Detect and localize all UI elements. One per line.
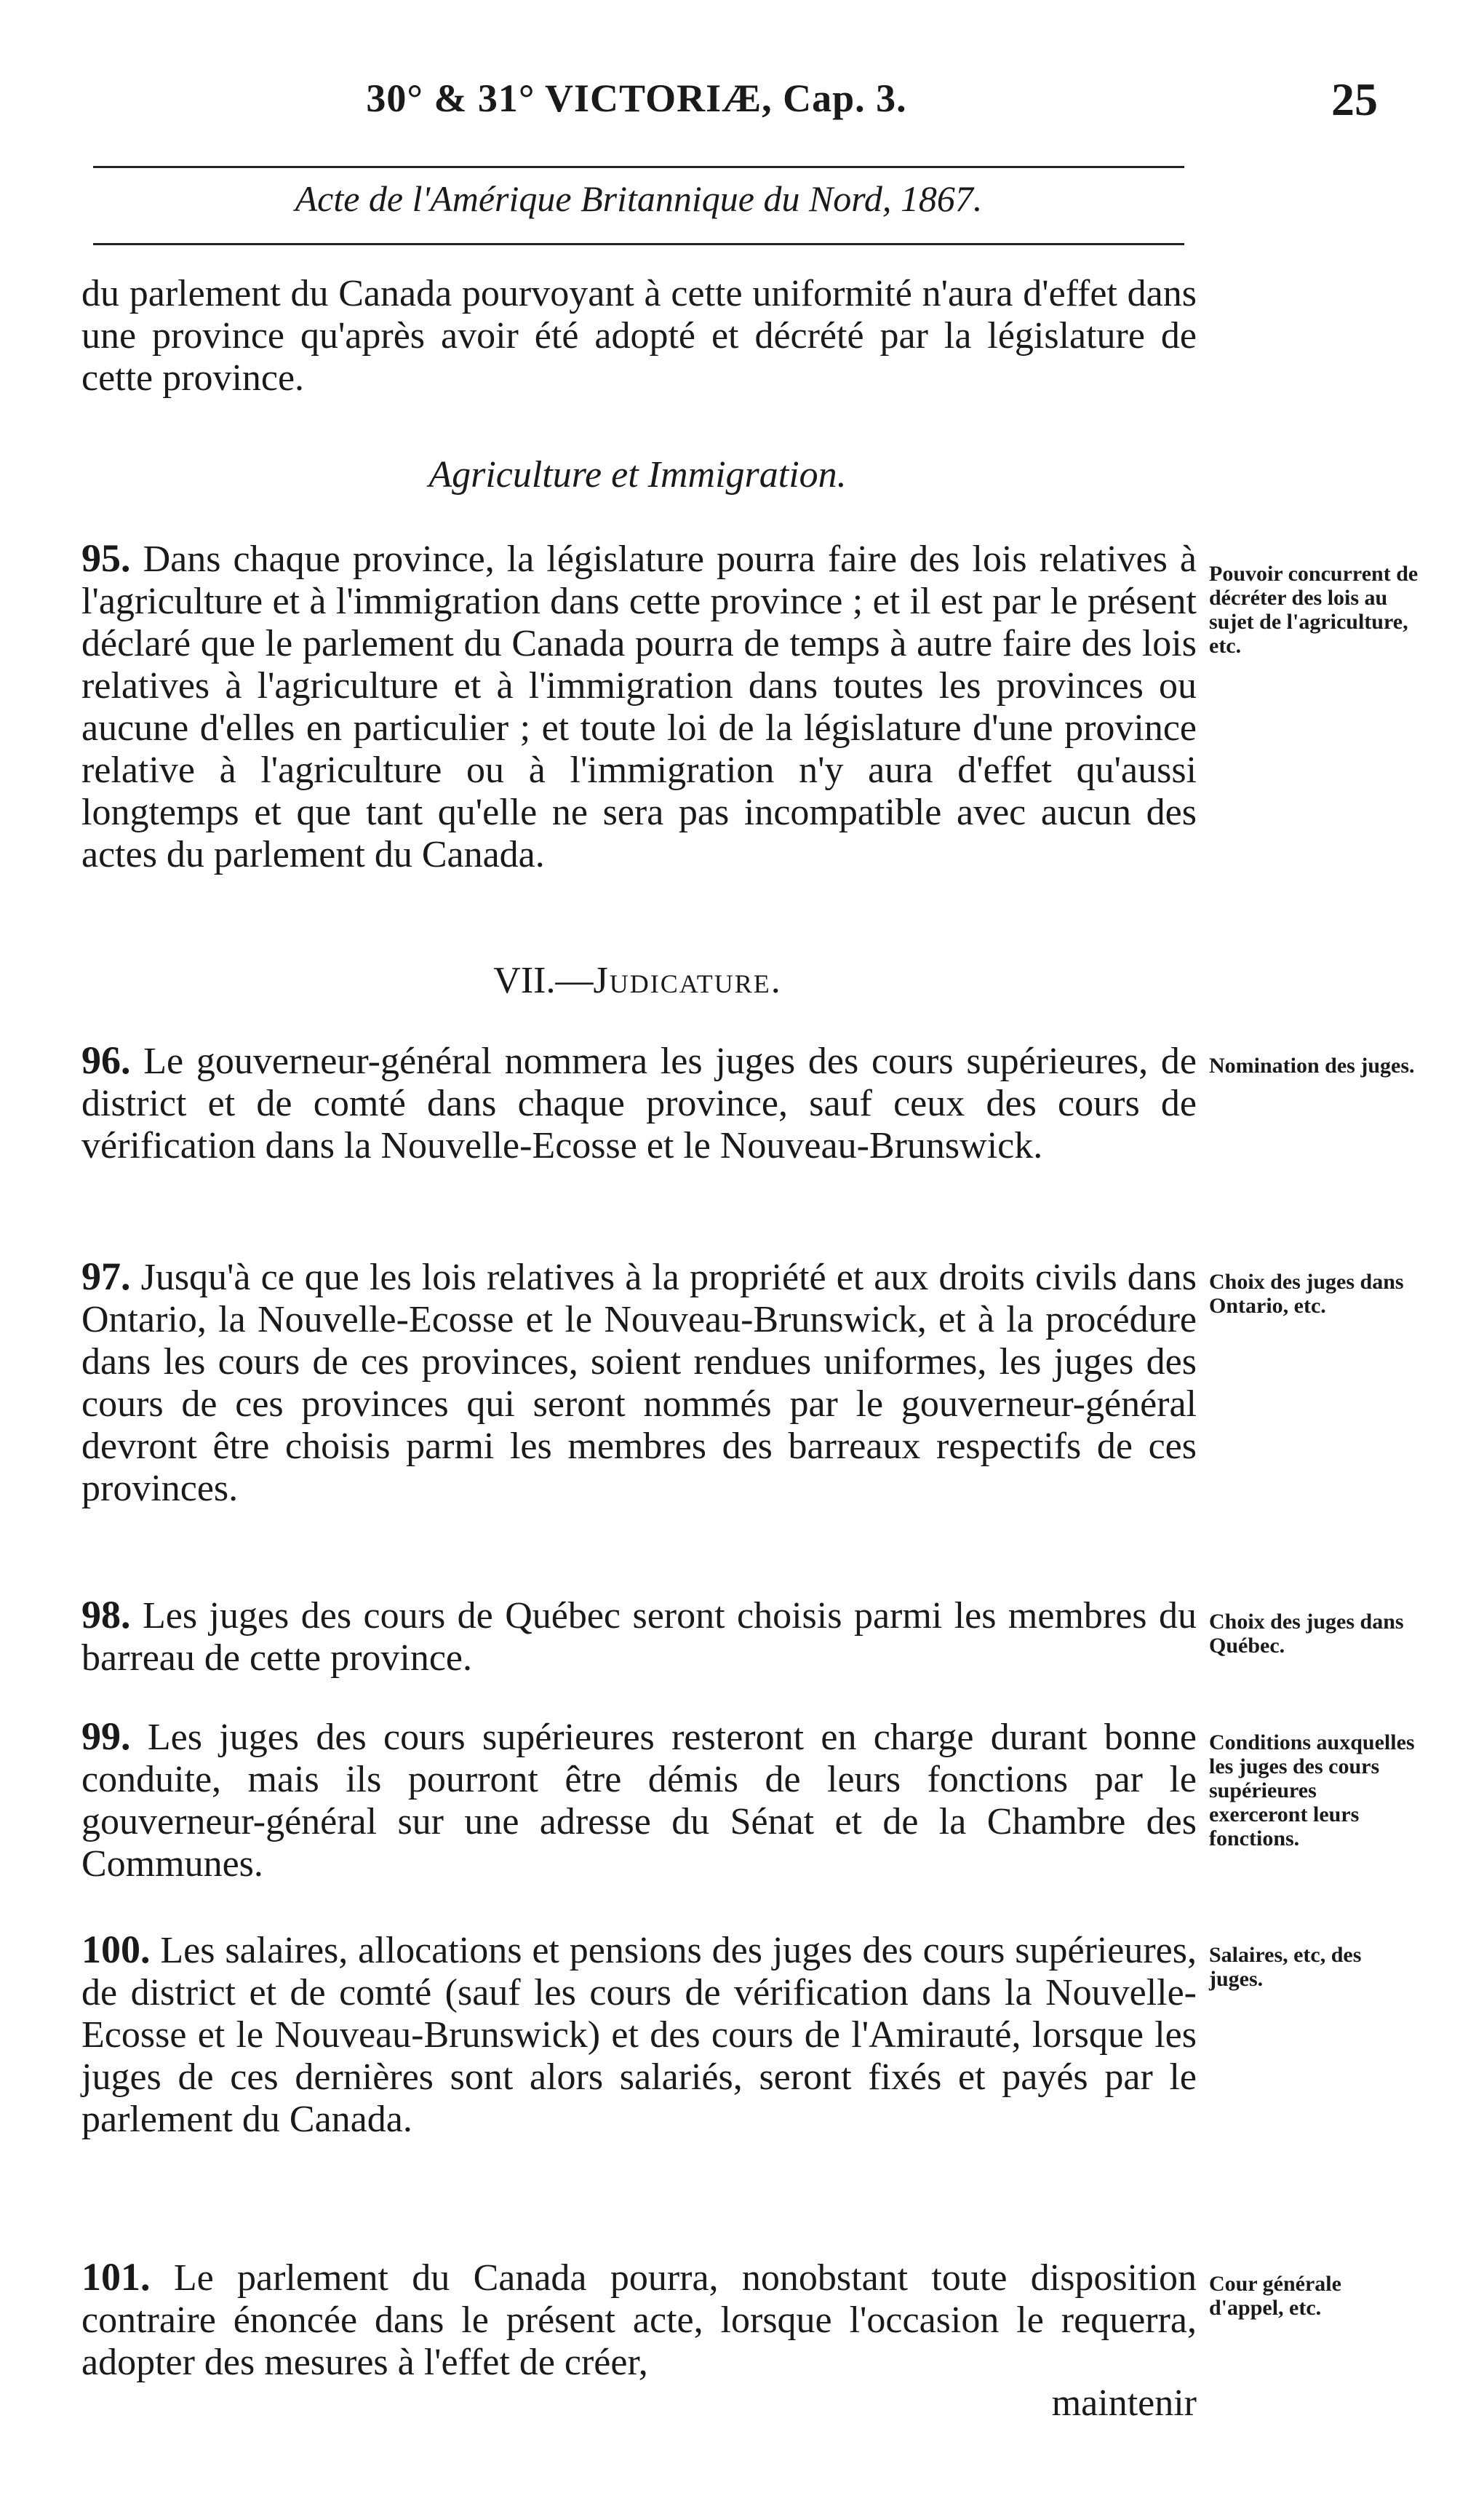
intro-paragraph (81, 273, 1197, 399)
section-101 (81, 2256, 1197, 2384)
section-text: Le parlement du Canada pourra, nonobstant toute disposition contraire énoncée dans le présent acte, lorsque l'occasion le requerra, adopter des mesures à l'effet de créer, (81, 2257, 1197, 2383)
margin-note-99: Conditions auxquelles les juges des cours supérieures exerceront leurs fonctions. (1209, 1730, 1415, 1850)
section-96 (81, 1039, 1197, 1167)
section-text: Les juges des cours de Québec seront choisis parmi les membres du barreau de cette province. (81, 1595, 1197, 1679)
margin-note-96: Nomination des juges. (1209, 1054, 1415, 1078)
section-97 (81, 1255, 1197, 1510)
margin-note-98: Choix des juges dans Québec. (1209, 1610, 1404, 1658)
section-number: 98. (81, 1593, 131, 1637)
page-number: 25 (1331, 73, 1378, 125)
heading-judicature-prefix: VII.— (493, 960, 594, 1001)
header-rule-bottom (93, 243, 1184, 245)
section-99 (81, 1715, 1197, 1885)
margin-note-97: Choix des juges dans Ontario, etc. (1209, 1270, 1404, 1318)
act-subtitle: Acte de l'Amérique Britannique du Nord, 1867. (295, 178, 983, 219)
section-number: 101. (81, 2255, 151, 2299)
section-number: 97. (81, 1255, 131, 1298)
section-text: Les salaires, allocations et pensions des juges des cours supérieures, de district et de comté (sauf les cours de vérification dans la Nouvelle-Ecosse et le Nouveau-Brunswick) et des cours de l'Amirauté, lorsque les juges de ces dernières sont alors salariés, seront fixés et payés par le parlement du Canada. (81, 1930, 1197, 2140)
header-rule-top (93, 166, 1184, 168)
heading-judicature-title: Judicature. (593, 960, 782, 1001)
section-text: Le gouverneur-général nommera les juges des cours supérieures, de district et de comté dans chaque province, sauf ceux des cours de vérification dans la Nouvelle-Ecosse et le Nouveau-Brunswick. (81, 1041, 1197, 1166)
section-text: Jusqu'à ce que les lois relatives à la propriété et aux droits civils dans Ontario, la Nouvelle-Ecosse et le Nouveau-Brunswick, et à la procédure dans les cours de ces provinces, soient rendues uniformes, les juges des cours de ces provinces qui seront nommés par le gouverneur-général devront être choisis parmi les membres des barreaux respectifs de ces provinces. (81, 1257, 1197, 1509)
section-100 (81, 1928, 1197, 2141)
section-98 (81, 1594, 1197, 1679)
section-text: Les juges des cours supérieures resteront en charge durant bonne conduite, mais ils pourront être démis de leurs fonctions par le gouverneur-général sur une adresse du Sénat et de la Chambre des Communes. (81, 1717, 1197, 1885)
running-head: 30° & 31° VICTORIÆ, Cap. 3. (366, 76, 907, 120)
intro-text: du parlement du Canada pourvoyant à cette uniformité n'aura d'effet dans une province qu'après avoir été adopté et décrété par la législature de cette province. (81, 273, 1197, 399)
section-number: 99. (81, 1714, 131, 1758)
section-number: 96. (81, 1038, 131, 1082)
heading-agriculture: Agriculture et Immigration. (428, 454, 847, 496)
margin-note-95: Pouvoir concurrent de décréter des lois au sujet de l'agriculture, etc. (1209, 562, 1419, 658)
margin-note-101: Cour générale d'appel, etc. (1209, 2272, 1341, 2320)
section-text: Dans chaque province, la législature pourra faire des lois relatives à l'agriculture et à l'immigration dans cette province ; et il est par le présent déclaré que le parlement du Canada pourra de temps à autre faire des lois relatives à l'agriculture et à l'immigration dans toutes les provinces ou aucune d'elles en particulier ; et toute loi de la législature d'une province relative à l'agriculture ou à l'immigration n'y aura d'effet qu'aussi longtemps et que tant qu'elle ne sera pas incompatible avec aucun des actes du parlement du Canada. (81, 538, 1197, 875)
margin-note-100: Salaires, etc, des juges. (1209, 1943, 1362, 1991)
catchword: maintenir (1051, 2382, 1197, 2424)
section-95 (81, 537, 1197, 876)
section-number: 95. (81, 536, 131, 580)
heading-judicature (80, 959, 1195, 1002)
section-number: 100. (81, 1928, 151, 1971)
